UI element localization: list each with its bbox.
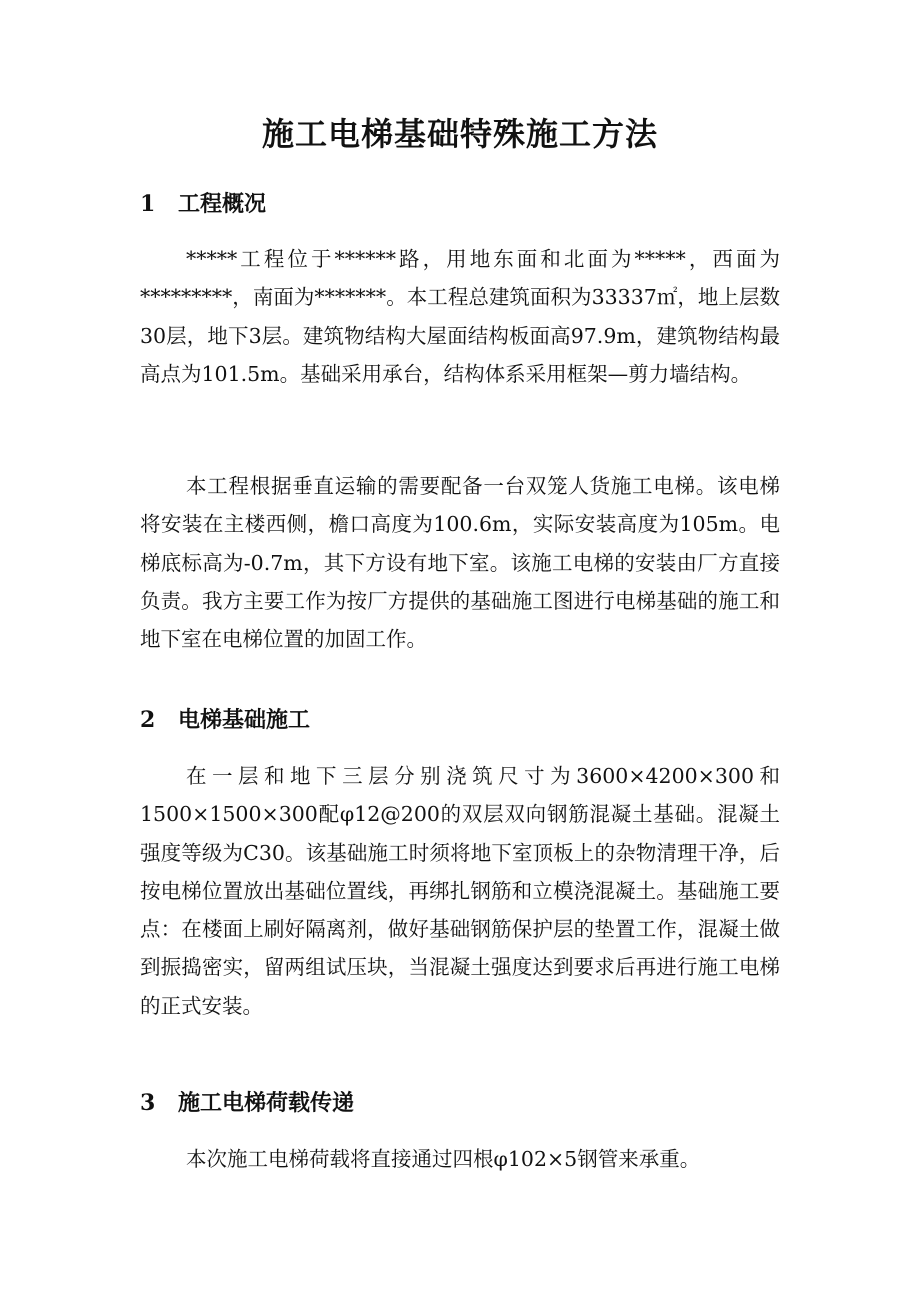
section-number: 2 (140, 707, 156, 733)
paragraph: 本工程根据垂直运输的需要配备一台双笼人货施工电梯。该电梯将安装在主楼西侧，檐口高度为100.6m，实际安装高度为105m。电梯底标高为-0.7m，其下方设有地下室。该施工电梯的安装由厂方直接负责。我方主要工作为按厂方提供的基础施工图进行电梯基础的施工和地下室在电梯位置的加固工作。 (140, 474, 780, 652)
paragraph: 在一层和地下三层分别浇筑尺寸为3600×4200×300和1500×1500×300配φ12@200的双层双向钢筋混凝土基础。混凝土强度等级为C30。该基础施工时须将地下室顶板上的杂物清理干净，后按电梯位置放出基础位置线，再绑扎钢筋和立模浇混凝土。基础施工要点：在楼面上刷好隔离剂，做好基础钢筋保护层的垫置工作，混凝土做到振捣密实，留两组试压块，当混凝土强度达到要求后再进行施工电梯的正式安装。 (140, 764, 780, 1018)
section-number: 3 (140, 1090, 156, 1116)
section-heading-3 (140, 1088, 354, 1118)
section-number: 1 (140, 191, 156, 217)
document-title: 施工电梯基础特殊施工方法 (261, 115, 658, 153)
section-heading-2 (140, 705, 310, 735)
paragraph: *****工程位于******路，用地东面和北面为*****，西面为*********，南面为*******。本工程总建筑面积为33337㎡，地上层数30层，地下3层。建筑物结构大屋面结构板面高97.9m，建筑物结构最高点为101.5m。基础采用承台，结构体系采用框架—剪力墙结构。 (140, 247, 780, 386)
section-title: 电梯基础施工 (178, 707, 311, 733)
paragraph: 本次施工电梯荷载将直接通过四根φ102×5钢管来承重。 (186, 1147, 701, 1171)
section-heading-1 (140, 189, 266, 219)
section-title: 工程概况 (178, 191, 267, 217)
section-title: 施工电梯荷载传递 (178, 1090, 355, 1116)
